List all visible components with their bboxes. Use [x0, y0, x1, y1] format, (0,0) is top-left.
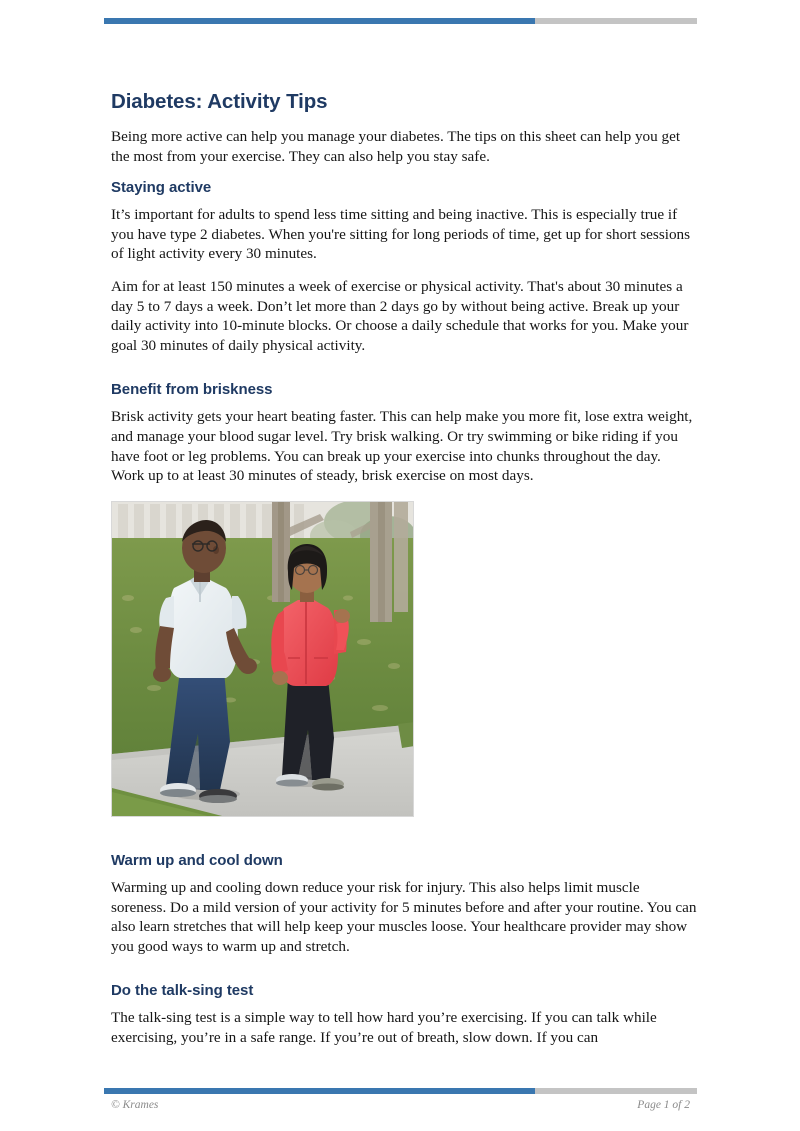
- header-rule-blue-segment: [104, 18, 535, 24]
- photo-illustration: [112, 502, 414, 817]
- document-body-lower: [111, 852, 697, 1048]
- section-paragraph: Warming up and cooling down reduce your risk for injury. This also helps limit muscle soreness. Do a mild version of your activity for 5 minutes before and after your routine. You can also learn stretches that will help keep your muscles loose. Your healthcare provider may show you good ways to warm up and stretch.: [111, 879, 697, 955]
- section-paragraph: Brisk activity gets your heart beating faster. This can help make you more fit, lose extra weight, and manage your blood sugar level. Try brisk walking. Or try swimming or bike riding if you have foot or leg problems. You can break up your exercise into chunks throughout the day. Work up to at least 30 minutes of steady, brisk exercise on most days.: [111, 408, 693, 485]
- section-paragraph: It’s important for adults to spend less time sitting and being inactive. This is especially true if you have type 2 diabetes. When you're sitting for long periods of time, get up for short sessions of light activity every 30 minutes.: [111, 206, 691, 263]
- section-paragraph: Aim for at least 150 minutes a week of exercise or physical activity. That's about 30 minutes a day 5 to 7 days a week. Don’t let more than 2 days go by without being active. Break up your daily activity into 10-minute blocks. Or choose a daily schedule that works for you. Make your goal 30 minutes of daily physical activity.: [111, 277, 689, 354]
- footer-copyright: © Krames: [111, 1099, 159, 1111]
- page-title: Diabetes: Activity Tips: [111, 90, 328, 113]
- footer-rule-blue-segment: [104, 1088, 535, 1094]
- footer-rule-gray-segment: [535, 1088, 697, 1094]
- header-rule-bar: [104, 18, 697, 24]
- header-rule-gray-segment: [535, 18, 697, 24]
- section-heading-warm-up-and-cool-down: Warm up and cool down: [111, 852, 283, 869]
- intro-paragraph: Being more active can help you manage your diabetes. The tips on this sheet can help you get the most from your exercise. They can also help you stay safe.: [111, 128, 681, 165]
- section-heading-benefit-from-briskness: Benefit from briskness: [111, 381, 273, 399]
- footer-rule-bar: [104, 1088, 697, 1094]
- document-body: [111, 90, 697, 486]
- footer-page-number: Page 1 of 2: [637, 1099, 690, 1111]
- walking-couple-photo: [111, 501, 414, 817]
- section-heading-staying-active: Staying active: [111, 179, 212, 197]
- section-heading-do-the-talk-sing-test: Do the talk-sing test: [111, 982, 254, 1000]
- section-paragraph: The talk-sing test is a simple way to tell how hard you’re exercising. If you can talk while exercising, you’re in a safe range. If you’re out of breath, slow down. If you can: [111, 1009, 657, 1046]
